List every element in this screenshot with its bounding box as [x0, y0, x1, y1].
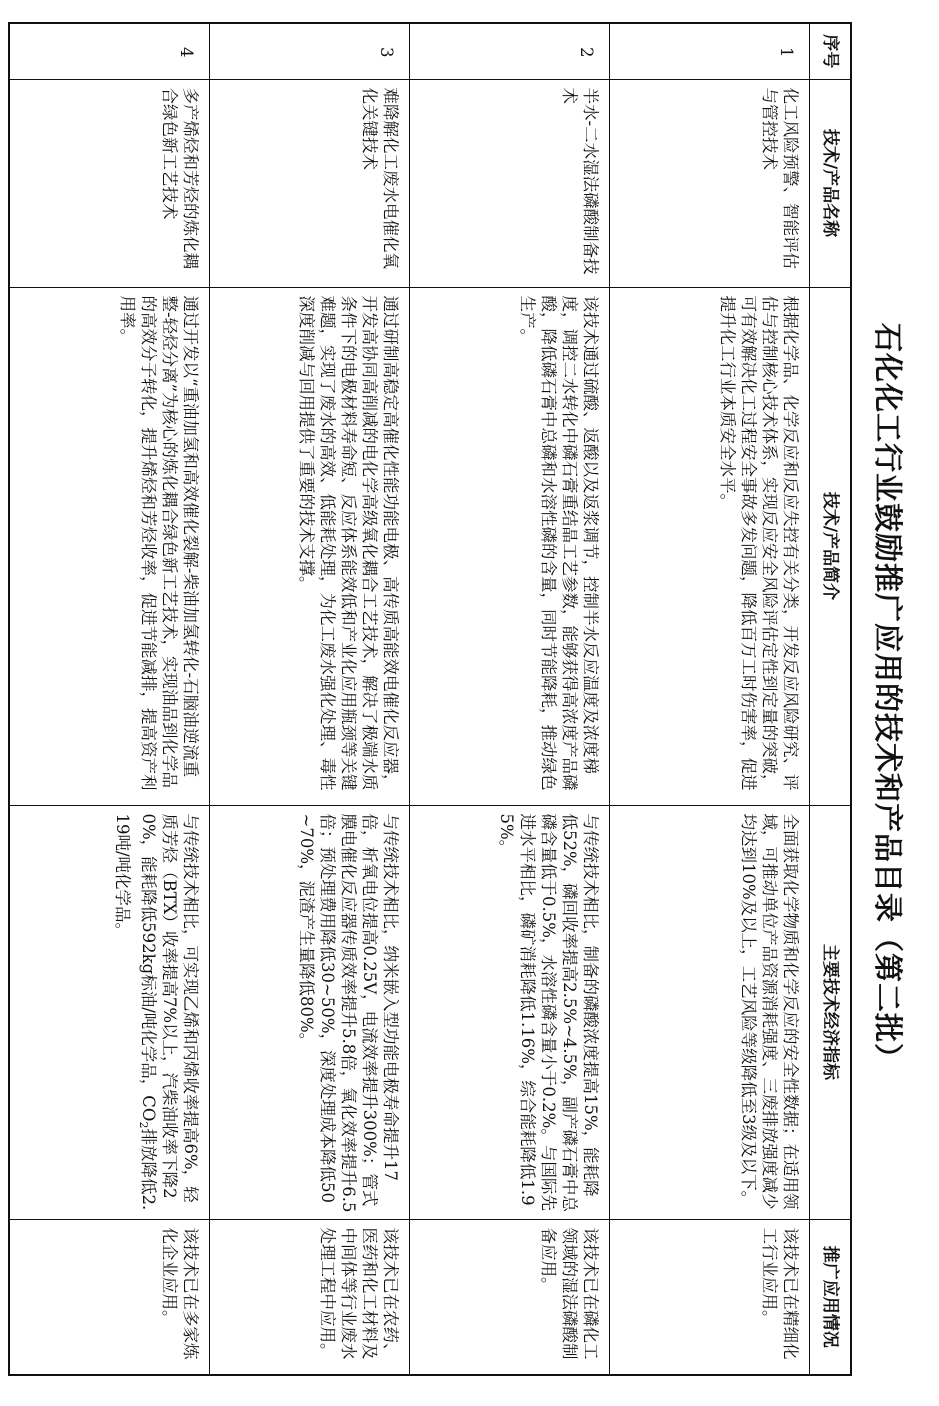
row-seq: 1 [610, 23, 810, 79]
row-description: 该技术通过硫酸、返酸以及返浆调节，控制半水反应温度及浓度梯度，调控二水转化中磷石膏重结晶工艺参数，能够获得高浓度产品磷酸，降低磷石膏中总磷和水溶性磷的含量，同时节能降耗，推动绿色生产。 [410, 287, 610, 805]
indicators-text: 与传统技术相比，可实现乙烯和丙烯收率提高6%，轻质芳烃（BTX）收率提高7%以上，汽柴油收率下降20%，能耗降低592kg标油/吨化学品，CO [139, 813, 200, 1203]
row-name: 难降解化工废水电催化氧化关键技术 [210, 79, 410, 287]
row-seq: 4 [10, 23, 210, 79]
header-indicators: 主要技术经济指标 [810, 805, 852, 1219]
row-seq: 2 [410, 23, 610, 79]
row-indicators: 与传统技术相比，纳米嵌入型功能电极寿命提升17倍，析氧电位提高0.25V，电流效率提升300%；管式膜电催化反应器传质效率提升5.8倍，氧化效率提升6.5倍；预处理费用降低30~50%，深度处理成本降低50~70%，泥渣产生量降低80%。 [210, 805, 410, 1219]
table-row [210, 23, 410, 1375]
header-name: 技术/产品名称 [810, 79, 852, 287]
row-description: 通过开发以“重油加氢和高效催化裂解-柴油加氢转化-石脑油逆流重整-轻烃分离”为核心的炼化耦合绿色新工艺技术，实现油品到化学品的高效分子转化，提升烯烃和芳烃收率，促进节能减排，提高资产利用率。 [10, 287, 210, 805]
row-indicators [10, 805, 210, 1219]
table-row [410, 23, 610, 1375]
row-description: 通过研制高稳定高催化性能功能电极、高传质高能效电催化反应器，开发高协同高削减的电化学高级氧化耦合工艺技术，解决了极端水质条件下的电极材料寿命短、反应体系能效低和产业化应用瓶颈等关键难题，实现了废水的高效、低能耗处理，为化工废水强化处理、毒性深度削减与回用提供了重要的技术支撑。 [210, 287, 410, 805]
row-indicators: 全面获取化学物质和化学反应的安全性数据；在适用领域，可推动单位产品资源消耗强度、三废排放强度减少均达到10%及以上，工艺风险等级降低至3级及以下。 [610, 805, 810, 1219]
page-title: 石化化工行业鼓励推广应用的技术和产品目录（第二批） [871, 322, 905, 1073]
row-application: 该技术已在农药、医药和化工材料及中间体等行业废水处理工程中应用。 [210, 1219, 410, 1375]
indicators-text-tail: 排放降低2.19吨/吨化学品。 [113, 813, 158, 1211]
table-row [610, 23, 810, 1375]
row-name: 化工风险预警、智能评估与管控技术 [610, 79, 810, 287]
row-name: 多产烯烃和芳烃的炼化耦合绿色新工艺技术 [10, 79, 210, 287]
header-application: 推广应用情况 [810, 1219, 852, 1375]
rotated-page [3, 22, 914, 1374]
row-description: 根据化学品、化学反应和反应失控有关分类，开发反应风险研究、评估与控制核心技术体系，实现反应安全风险评估定性到定量的突破，可有效解决化工过程安全事故多发问题，降低百万工时伤害率，促进提升化工行业本质安全水平。 [610, 287, 810, 805]
row-application: 该技术已在磷化工领域的湿法磷酸制备应用。 [410, 1219, 610, 1375]
row-indicators: 与传统技术相比，制备的磷酸浓度提高15%，能耗降低52%，磷回收率提高2.5%~4.5%，副产磷石膏中总磷含量低于0.5%，水溶性磷含量小于0.2%。与国际先进水平相比，磷矿消耗降低1.16%，综合能耗降低1.95%。 [410, 805, 610, 1219]
co2-subscript: 2 [137, 1121, 150, 1129]
row-application: 该技术已在多家炼化企业应用。 [10, 1219, 210, 1375]
table-row [10, 23, 210, 1375]
row-name: 半水-二水湿法磷酸制备技术 [410, 79, 610, 287]
header-description: 技术/产品简介 [810, 287, 852, 805]
table-header-row [810, 23, 852, 1375]
catalog-table [9, 22, 853, 1376]
row-seq: 3 [210, 23, 410, 79]
row-application: 该技术已在精细化工行业应用。 [610, 1219, 810, 1375]
header-seq: 序号 [810, 23, 852, 79]
